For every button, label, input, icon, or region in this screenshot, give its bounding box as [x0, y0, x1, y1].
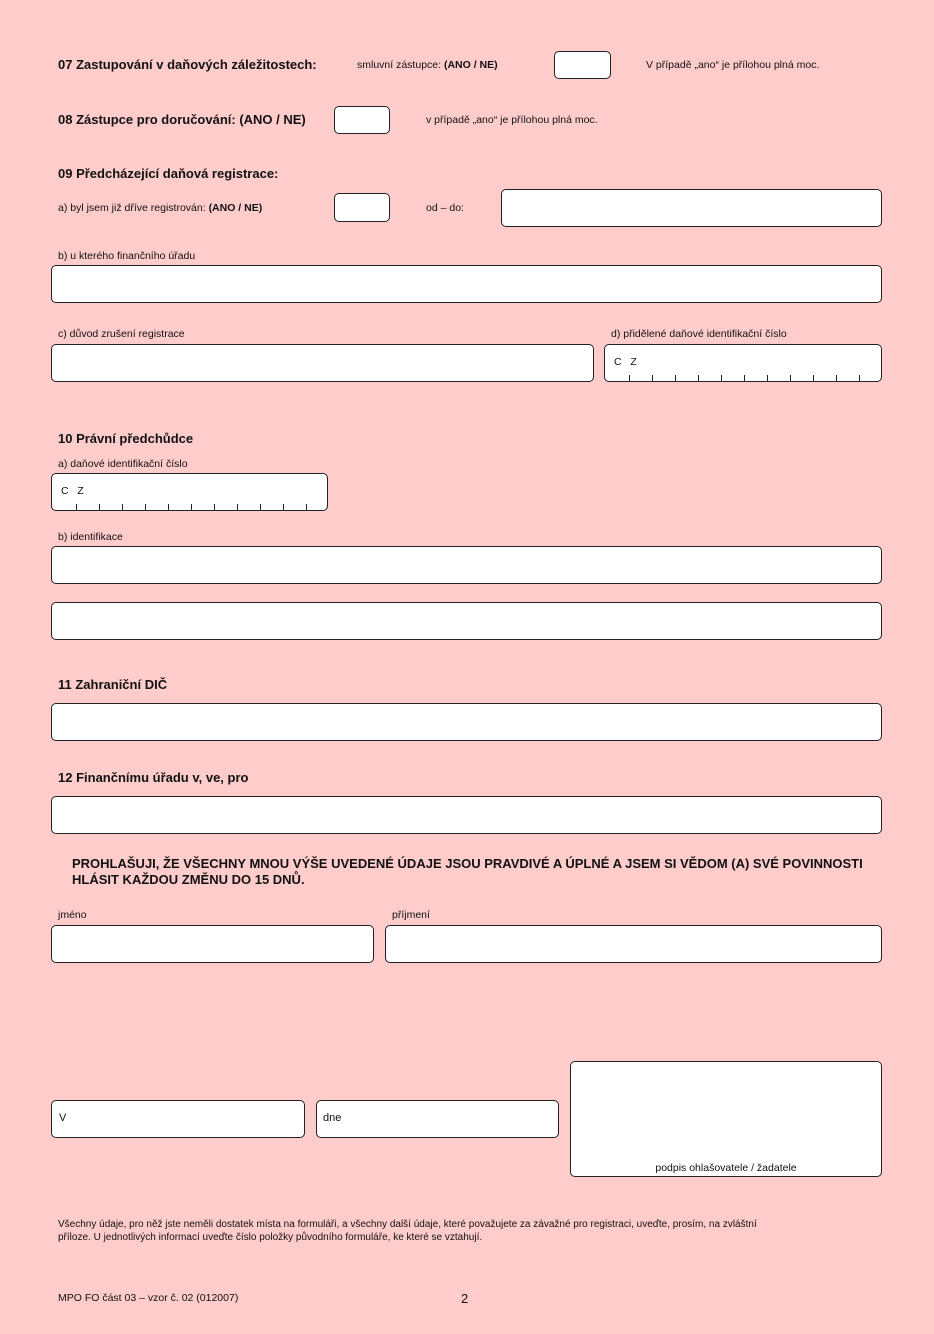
- last-name-label: příjmení: [392, 909, 430, 921]
- section-10a-dic-field[interactable]: [51, 473, 328, 511]
- section-09a-label-options: (ANO / NE): [208, 202, 263, 214]
- section-09a-from-to-field[interactable]: [501, 189, 882, 227]
- section-08-yesno-field[interactable]: [334, 106, 390, 134]
- section-09d-digit-ticks: [625, 374, 863, 381]
- form-identifier: MPO FO část 03 – vzor č. 02 (012007): [58, 1292, 239, 1304]
- section-09b-tax-office-field[interactable]: [51, 265, 882, 303]
- section-09c-reason-field[interactable]: [51, 344, 594, 382]
- section-11-title: 11 Zahraniční DIČ: [58, 677, 168, 692]
- section-09b-label: b) u kterého finančního úřadu: [58, 250, 196, 262]
- section-09d-label: d) přidělené daňové identifikační číslo: [611, 328, 787, 340]
- date-field[interactable]: [316, 1100, 559, 1138]
- declaration-line-2: HLÁSIT KAŽDOU ZMĚNU DO 15 DNŮ.: [72, 872, 305, 887]
- page-number: 2: [461, 1291, 469, 1306]
- section-10a-cz-prefix: C Z: [61, 485, 84, 497]
- first-name-label: jméno: [58, 909, 87, 921]
- section-07-yesno-field[interactable]: [554, 51, 611, 79]
- section-07-label-text: smluvní zástupce:: [357, 59, 442, 71]
- section-07-label: [357, 59, 498, 71]
- signature-field[interactable]: [570, 1061, 882, 1177]
- section-10a-digit-ticks: [72, 503, 309, 510]
- section-12-title: 12 Finančnímu úřadu v, ve, pro: [58, 770, 249, 785]
- place-label: V: [59, 1112, 67, 1124]
- declaration-line-1: PROHLAŠUJI, ŽE VŠECHNY MNOU VÝŠE UVEDENÉ ÚDAJE JSOU PRAVDIVÉ A ÚPLNÉ A JSEM SI VĚDOM (A) SVÉ POVINNOSTI: [72, 856, 863, 871]
- last-name-field[interactable]: [385, 925, 882, 963]
- section-07-title: 07 Zastupování v daňových záležitostech:: [58, 57, 317, 72]
- section-09-title: 09 Předcházející daňová registrace:: [58, 166, 279, 181]
- section-08-note: v případě „ano“ je přílohou plná moc.: [426, 114, 598, 126]
- section-09d-dic-field[interactable]: [604, 344, 882, 382]
- section-10-title: 10 Právní předchůdce: [58, 431, 194, 446]
- section-09d-cz-prefix: C Z: [614, 356, 637, 368]
- section-07-label-options: (ANO / NE): [443, 59, 498, 71]
- footnote-line-2: příloze. U jednotlivých informací uveďte číslo položky původního formuláře, ke které se vztahují.: [58, 1232, 483, 1243]
- section-09c-label: c) důvod zrušení registrace: [58, 328, 185, 340]
- section-08-title: 08 Zástupce pro doručování: (ANO / NE): [58, 112, 306, 127]
- section-09a-yesno-field[interactable]: [334, 193, 390, 222]
- section-07-note: V případě „ano“ je přílohou plná moc.: [646, 59, 820, 71]
- section-10a-label: a) daňové identifikační číslo: [58, 458, 188, 470]
- footnote-line-1: Všechny údaje, pro něž jste neměli dostatek místa na formuláři, a všechny další údaje, které považujete za závažné pro registraci, uveďte, prosím, na zvláštní: [58, 1219, 757, 1230]
- section-09a-from-to-label: od – do:: [426, 202, 464, 214]
- section-10b-identification-field-1[interactable]: [51, 546, 882, 584]
- section-09a-label: [58, 202, 262, 214]
- section-10b-identification-field-2[interactable]: [51, 602, 882, 640]
- section-11-foreign-tin-field[interactable]: [51, 703, 882, 741]
- date-label: dne: [323, 1112, 342, 1124]
- section-09a-label-text: a) byl jsem již dříve registrován:: [58, 202, 206, 214]
- place-field[interactable]: [51, 1100, 305, 1138]
- signature-label: podpis ohlašovatele / žadatele: [655, 1162, 797, 1174]
- section-10b-label: b) identifikace: [58, 531, 123, 543]
- first-name-field[interactable]: [51, 925, 374, 963]
- section-12-tax-office-field[interactable]: [51, 796, 882, 834]
